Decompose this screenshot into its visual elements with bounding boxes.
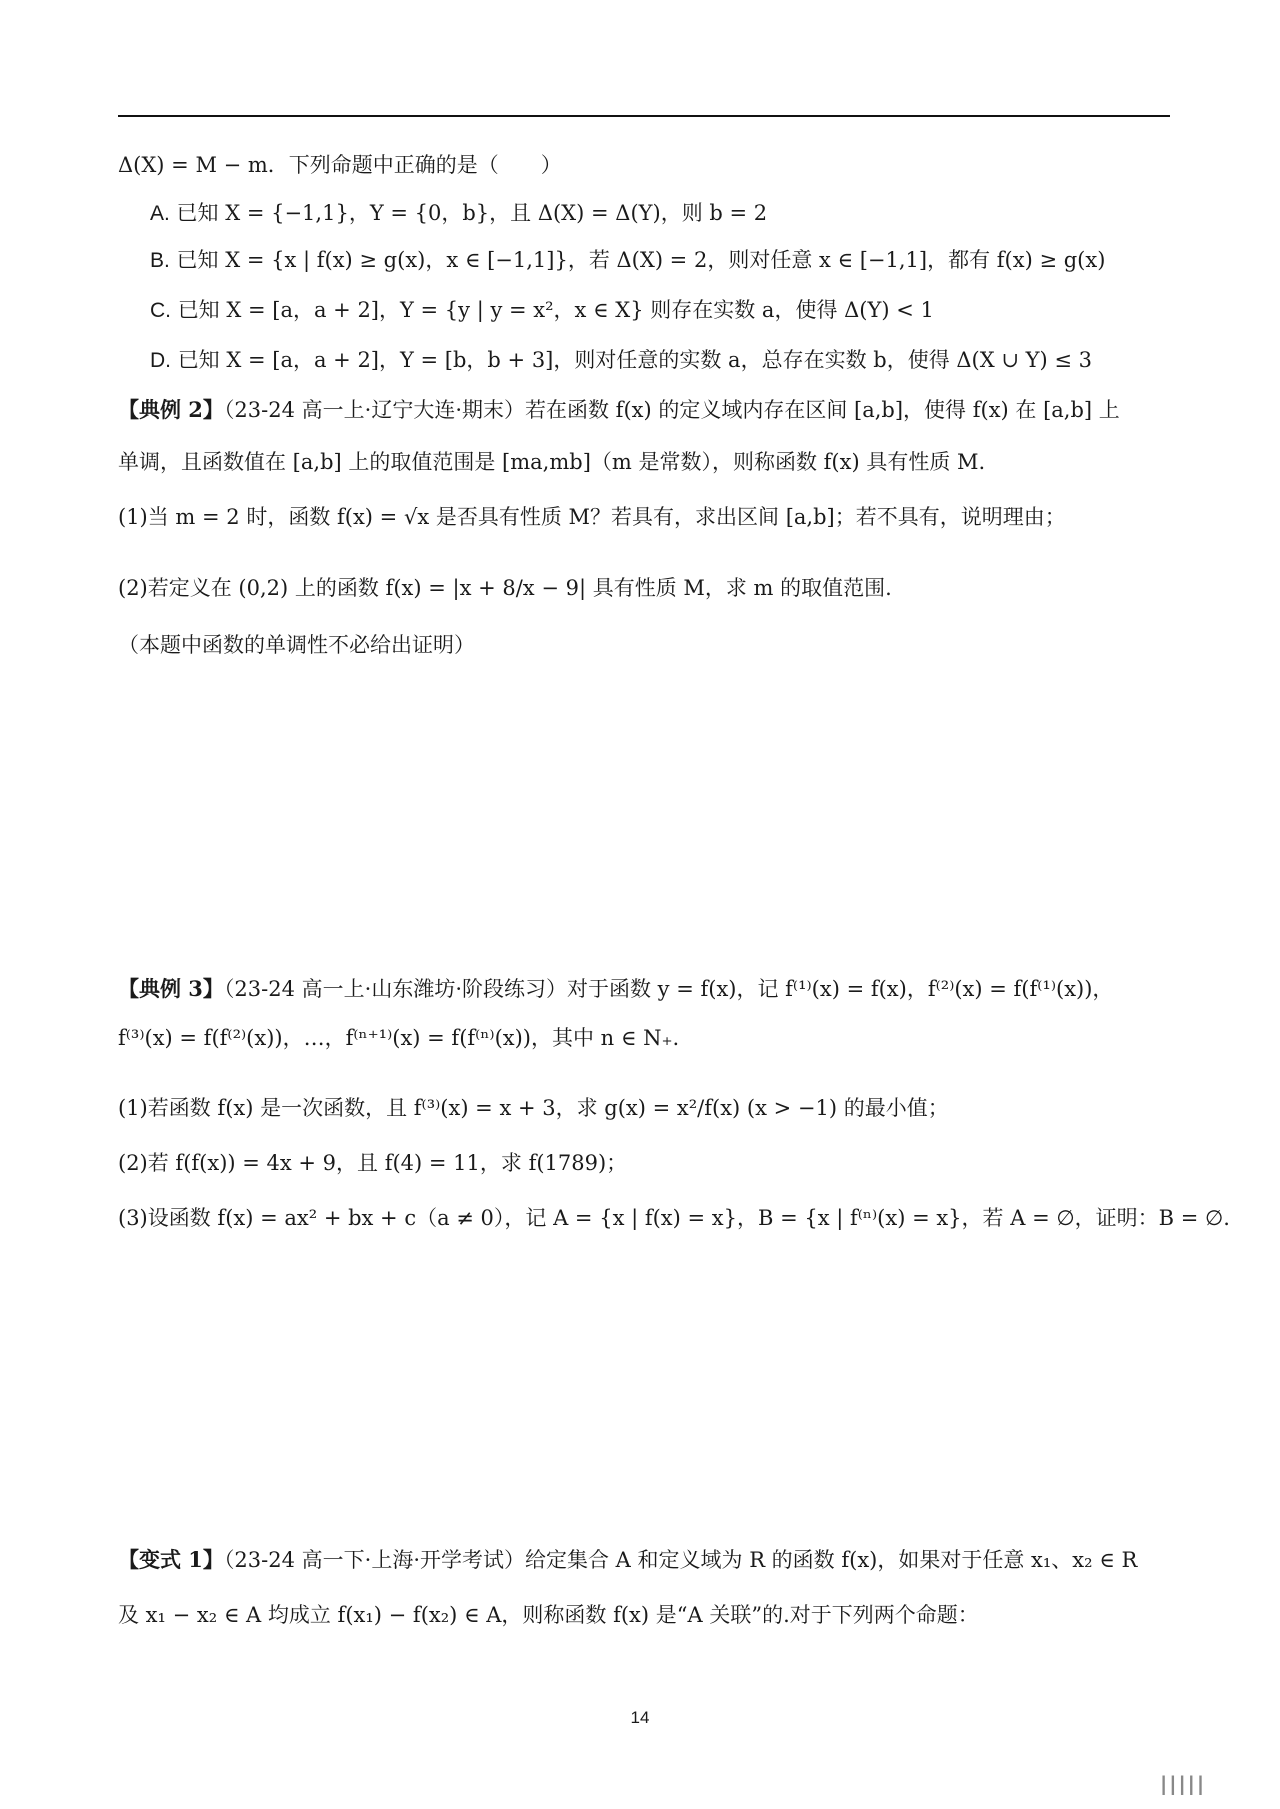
example2-line2: 单调，且函数值在 [a,b] 上的取值范围是 [ma,mb]（m 是常数），则称函数 f(x) 具有性质 M. — [118, 450, 986, 474]
variant1-tag: 【变式 1】 — [118, 1547, 224, 1572]
example2-intro: （23-24 高一上·辽宁大连·期末）若在函数 f(x) 的定义域内存在区间 [a,b]，使得 f(x) 在 [a,b] 上 — [223, 398, 1120, 422]
option-label: C. — [150, 299, 171, 322]
example3-q1: (1)若函数 f(x) 是一次函数，且 f⁽³⁾(x) = x + 3，求 g(x) = x²/f(x) (x > −1) 的最小值； — [118, 1096, 949, 1120]
example3-q3: (3)设函数 f(x) = ax² + bx + c（a ≠ 0），记 A = {x | f(x) = x}，B = {x | f⁽ⁿ⁾(x) = x}，若 A = ∅，证明：B = ∅. — [118, 1206, 1230, 1230]
option-label: A. — [150, 202, 170, 225]
example3-tag: 【典例 3】 — [118, 976, 224, 1001]
example2-note: （本题中函数的单调性不必给出证明） — [118, 633, 475, 657]
example3-q2: (2)若 f(f(x)) = 4x + 9，且 f(4) = 11，求 f(1789)； — [118, 1151, 628, 1175]
example3-heading — [118, 974, 1178, 1004]
option-a[interactable] — [150, 198, 1210, 229]
option-d[interactable] — [150, 345, 1210, 376]
example2-heading — [118, 395, 1178, 425]
example2-q2: (2)若定义在 (0,2) 上的函数 f(x) = |x + 8/x − 9| 具有性质 M，求 m 的取值范围. — [118, 576, 892, 600]
option-text: 已知 X = [a，a + 2]，Y = {y | y = x²，x ∈ X} 则存在实数 a，使得 Δ(Y) < 1 — [177, 298, 934, 322]
option-label: B. — [150, 249, 170, 272]
example3-line2: f⁽³⁾(x) = f(f⁽²⁾(x))，…，f⁽ⁿ⁺¹⁾(x) = f(f⁽ⁿ⁾(x))，其中 n ∈ N₊. — [118, 1026, 680, 1050]
variant1-heading — [118, 1545, 1178, 1575]
example2-q1: (1)当 m = 2 时，函数 f(x) = √x 是否具有性质 M？若具有，求出区间 [a,b]；若不具有，说明理由； — [118, 505, 1066, 529]
option-text: 已知 X = {−1,1}，Y = {0，b}，且 Δ(X) = Δ(Y)，则 b = 2 — [176, 201, 768, 225]
example2-tag: 【典例 2】 — [118, 397, 224, 422]
option-c[interactable] — [150, 295, 1210, 326]
option-text: 已知 X = {x | f(x) ≥ g(x)，x ∈ [−1,1]}，若 Δ(X) = 2，则对任意 x ∈ [−1,1]，都有 f(x) ≥ g(x) — [176, 248, 1106, 272]
example3-intro: （23-24 高一上·山东潍坊·阶段练习）对于函数 y = f(x)，记 f⁽¹⁾(x) = f(x)，f⁽²⁾(x) = f(f⁽¹⁾(x))， — [223, 977, 1114, 1001]
option-text: 已知 X = [a，a + 2]，Y = [b，b + 3]，则对任意的实数 a，总存在实数 b，使得 Δ(X ∪ Y) ≤ 3 — [177, 348, 1092, 372]
header-rule — [118, 115, 1170, 117]
watermark: lllll — [1160, 1772, 1207, 1802]
option-b[interactable] — [150, 245, 1210, 276]
option-label: D. — [150, 349, 171, 372]
intro-line: Δ(X) = M − m．下列命题中正确的是（ ） — [118, 153, 562, 177]
page-number: 14 — [630, 1708, 650, 1727]
variant1-intro: （23-24 高一下·上海·开学考试）给定集合 A 和定义域为 R 的函数 f(x)，如果对于任意 x₁、x₂ ∈ R — [223, 1548, 1138, 1572]
variant1-line2: 及 x₁ − x₂ ∈ A 均成立 f(x₁) − f(x₂) ∈ A，则称函数 f(x) 是“A 关联”的.对于下列两个命题： — [118, 1603, 979, 1627]
